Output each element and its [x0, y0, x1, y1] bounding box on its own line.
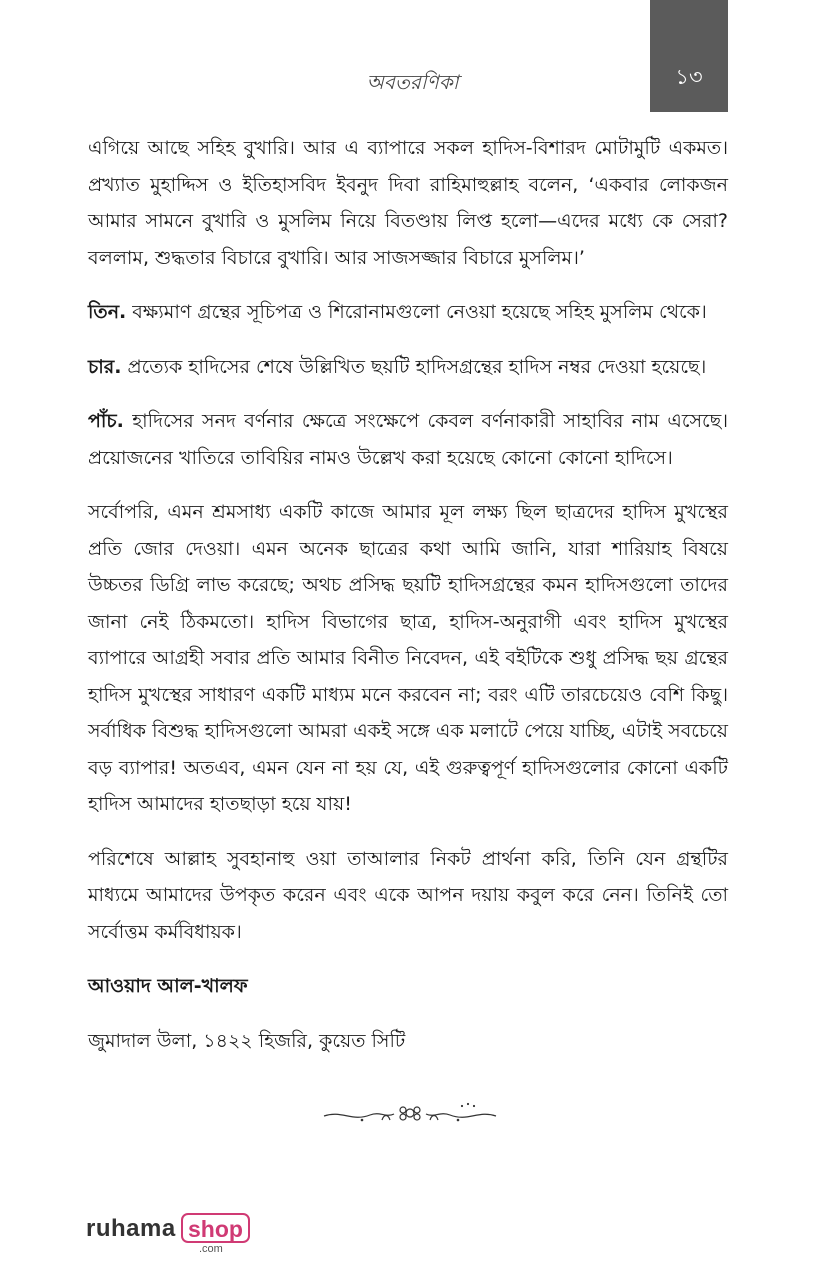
- page-number: ১৩: [675, 65, 703, 89]
- logo-domain: .com: [199, 1243, 223, 1255]
- paragraph-bukhari-muslim: এগিয়ে আছে সহিহ বুখারি। আর এ ব্যাপারে সকল হাদিস-বিশারদ মোটামুটি একমত। প্রখ্যাত মুহাদ্দিস ও ইতিহাসবিদ ইবনুদ দিবা রাহিমাহুল্লাহ বলেন, ‘একবার লোকজন আমার সামনে বুখারি ও মুসলিম নিয়ে বিতণ্ডায় লিপ্ত হলো—এদের মধ্যে কে সেরা? বললাম, শুদ্ধতার বিচারে বুখারি। আর সাজসজ্জার বিচারে মুসলিম।’: [88, 137, 728, 269]
- running-title: অবতরণিকা: [366, 70, 459, 94]
- author-name: আওয়াদ আল-খালফ: [88, 975, 248, 997]
- paragraph-point-four: [88, 349, 728, 386]
- logo-text: ruhama: [86, 1215, 176, 1242]
- paragraph-closing-prayer: পরিশেষে আল্লাহ সুবহানাহু ওয়া তাআলার নিকট প্রার্থনা করি, তিনি যেন গ্রন্থটির মাধ্যমে আমাদের উপকৃত করেন এবং একে আপন দয়ায় কবুল করে নেন। তিনিই তো সর্বোত্তম কর্মবিধায়ক।: [88, 847, 728, 943]
- paragraph-main-goal: সর্বোপরি, এমন শ্রমসাধ্য একটি কাজে আমার মূল লক্ষ্য ছিল ছাত্রদের হাদিস মুখস্থের প্রতি জোর দেওয়া। এমন অনেক ছাত্রের কথা আমি জানি, যারা শারিয়াহ বিষয়ে উচ্চতর ডিগ্রি লাভ করেছে; অথচ প্রসিদ্ধ ছয়টি হাদিসগ্রন্থের কমন হাদিসগুলো তাদের জানা নেই ঠিকমতো। হাদিস বিভাগের ছাত্র, হাদিস-অনুরাগী এবং হাদিস মুখস্থের ব্যাপারে আগ্রহী সবার প্রতি আমার বিনীত নিবেদন, এই বইটিকে শুধু প্রসিদ্ধ ছয় গ্রন্থের হাদিস মুখস্থের সাধারণ একটি মাধ্যম মনে করবেন না; বরং এটি তারচেয়েও বেশি কিছু। সর্বাধিক বিশুদ্ধ হাদিসগুলো আমরা একই সঙ্গে এক মলাটে পেয়ে যাচ্ছি, এটাই সবচেয়ে বড় ব্যাপার! অতএব, এমন যেন না হয় যে, এই গুরুত্বপূর্ণ হাদিসগুলোর কোনো একটি হাদিস আমাদের হাতছাড়া হয়ে যায়!: [88, 501, 728, 815]
- point-text: বক্ষ্যমাণ গ্রন্থের সূচিপত্র ও শিরোনামগুলো নেওয়া হয়েছে সহিহ মুসলিম থেকে।: [126, 301, 707, 323]
- page-number-tab: [650, 0, 728, 112]
- point-label: তিন.: [88, 301, 127, 323]
- paragraph-point-three: [88, 294, 728, 331]
- point-label: চার.: [88, 355, 122, 378]
- page-body: [88, 130, 728, 1077]
- date-place: জুমাদাল উলা, ১৪২২ হিজরি, কুয়েত সিটি: [88, 1029, 406, 1052]
- logo-badge: shop: [181, 1213, 250, 1243]
- point-text: হাদিসের সনদ বর্ণনার ক্ষেত্রে সংক্ষেপে কেবল বর্ণনাকারী সাহাবির নাম এসেছে। প্রয়োজনের খাতিরে তাবিয়ির নামও উল্লেখ করা হয়েছে কোনো কোনো হাদিসে।: [88, 410, 728, 469]
- point-text: প্রত্যেক হাদিসের শেষে উল্লিখিত ছয়টি হাদিসগ্রন্থের হাদিস নম্বর দেওয়া হয়েছে।: [121, 355, 707, 378]
- paragraph-point-five: [88, 403, 728, 476]
- point-label: পাঁচ.: [88, 410, 124, 432]
- floral-divider-ornament: [322, 1096, 498, 1130]
